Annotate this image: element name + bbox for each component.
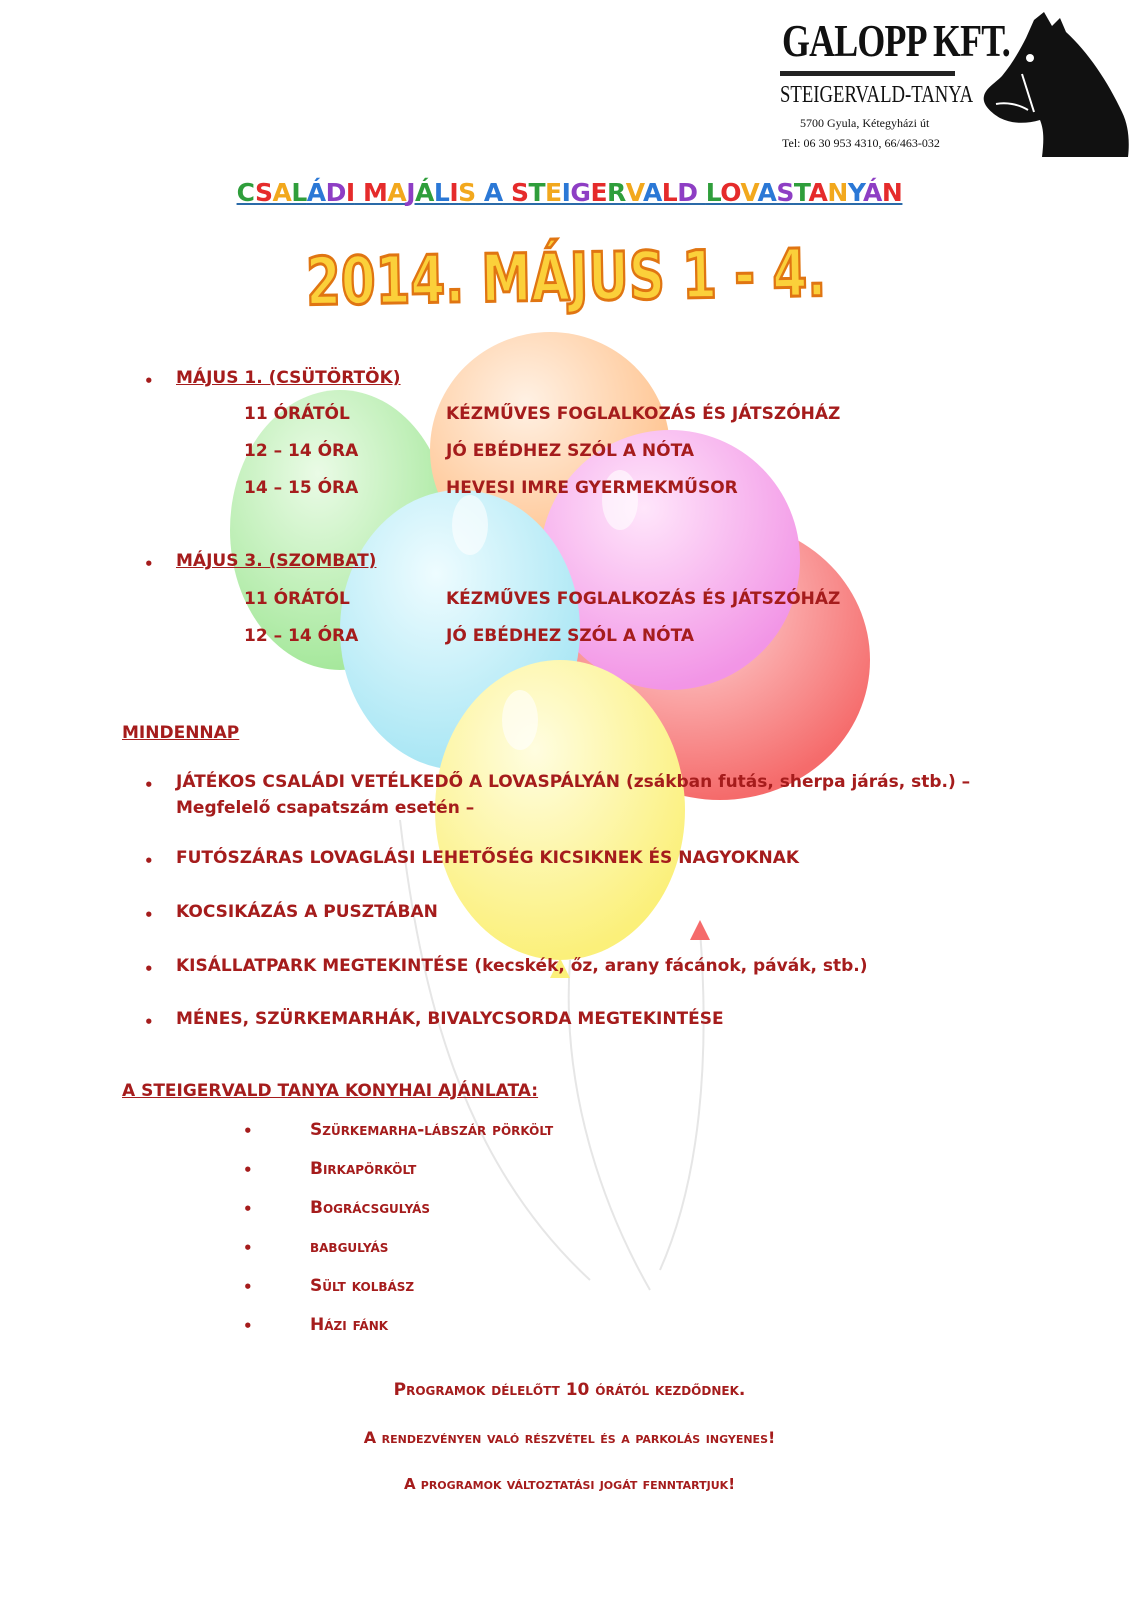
title-letter <box>503 178 511 207</box>
title-letter: I <box>345 178 355 207</box>
logo-subtitle: STEIGERVALD-TANYA <box>780 82 974 108</box>
title-letter: S <box>458 178 476 207</box>
title-letter: Y <box>847 178 864 207</box>
note-rights-reserved: A programok változtatási jogát fenntartjuk! <box>403 1475 736 1493</box>
bullet-icon: • <box>144 906 154 924</box>
title-letter: S <box>254 178 273 207</box>
title-letter: V <box>625 178 643 207</box>
bullet-icon: • <box>243 1122 253 1140</box>
menu-item: Birkapörkölt <box>310 1159 417 1179</box>
title-letter: Á <box>863 178 882 207</box>
schedule-time: 11 ÓRÁTÓL <box>244 589 350 609</box>
menu-item: Házi fánk <box>310 1315 389 1335</box>
event-title <box>0 178 1139 207</box>
horse-head-icon <box>982 12 1132 157</box>
title-letter: M <box>362 178 388 207</box>
title-letter: N <box>881 178 903 207</box>
company-logo-text: GALOPP KFT. <box>782 15 1010 66</box>
kitchen-heading: A STEIGERVALD TANYA KONYHAI AJÁNLATA: <box>122 1081 539 1101</box>
title-letter: L <box>661 178 678 207</box>
daily-item-line2: Megfelelő csapatszám esetén – <box>176 798 475 818</box>
schedule-time: 14 – 15 ÓRA <box>244 478 359 498</box>
schedule-activity: KÉZMŰVES FOGLALKOZÁS ÉS JÁTSZÓHÁZ <box>446 404 841 424</box>
title-letter: A <box>272 178 292 207</box>
bullet-icon: • <box>144 852 154 870</box>
daily-item-main: KISÁLLATPARK MEGTEKINTÉSE <box>176 956 469 976</box>
title-letter: L <box>291 178 307 207</box>
bullet-icon: • <box>243 1200 253 1218</box>
title-letter: Á <box>415 178 434 207</box>
title-letter: O <box>720 178 741 207</box>
bullet-icon: • <box>144 555 154 573</box>
daily-item-main: JÁTÉKOS CSALÁDI VETÉLKEDŐ A LOVASPÁLYÁN <box>176 772 621 792</box>
schedule-activity: KÉZMŰVES FOGLALKOZÁS ÉS JÁTSZÓHÁZ <box>446 589 841 609</box>
daily-item-extra: (zsákban futás, sherpa járás, stb.) – <box>620 772 971 792</box>
daily-item <box>176 772 970 792</box>
event-date-text: 2014. MÁJUS 1 - 4. <box>305 231 995 321</box>
schedule-time: 12 – 14 ÓRA <box>244 626 359 646</box>
menu-item: Szürkemarha-lábszár pörkölt <box>310 1120 554 1140</box>
bullet-icon: • <box>243 1317 253 1335</box>
title-letter: V <box>740 178 758 207</box>
title-letter <box>476 178 484 207</box>
menu-item: Bográcsgulyás <box>310 1198 431 1218</box>
day-1-heading: MÁJUS 1. (CSÜTÖRTÖK) <box>176 368 401 388</box>
title-letter <box>355 178 363 207</box>
event-date <box>300 222 995 322</box>
daily-item: MÉNES, SZÜRKEMARHÁK, BIVALYCSORDA MEGTEKINTÉSE <box>176 1009 724 1029</box>
title-letter: G <box>570 178 591 207</box>
title-letter: I <box>561 178 571 207</box>
menu-item: Sült kolbász <box>310 1276 415 1296</box>
title-letter: R <box>607 178 626 207</box>
daily-item: FUTÓSZÁRAS LOVAGLÁSI LEHETŐSÉG KICSIKNEK ÉS NAGYOKNAK <box>176 848 800 868</box>
title-letter: E <box>590 178 608 207</box>
title-letter: A <box>757 178 777 207</box>
title-letter: A <box>387 178 407 207</box>
daily-item-extra: (kecskék, őz, arany fácánok, pávák, stb.) <box>468 956 868 976</box>
title-letter: A <box>642 178 662 207</box>
logo-phone: Tel: 06 30 953 4310, 66/463-032 <box>782 136 940 150</box>
daily-item <box>176 956 868 976</box>
title-letter: Á <box>306 178 326 207</box>
title-letter: L <box>433 178 450 207</box>
schedule-activity: HEVESI IMRE GYERMEKMŰSOR <box>446 478 738 498</box>
note-free-entry: A rendezvényen való részvétel és a parkolás ingyenes! <box>363 1428 776 1447</box>
title-letter <box>698 178 706 207</box>
title-letter: A <box>808 178 828 207</box>
title-letter: L <box>705 178 721 207</box>
title-letter: T <box>793 178 809 207</box>
title-letter: J <box>406 178 416 207</box>
logo-rule <box>780 71 955 76</box>
title-letter: D <box>325 178 346 207</box>
bullet-icon: • <box>243 1278 253 1296</box>
bullet-icon: • <box>144 776 154 794</box>
title-letter: N <box>827 178 848 207</box>
bullet-icon: • <box>144 1013 154 1031</box>
title-letter: S <box>510 178 529 207</box>
logo-address: 5700 Gyula, Kétegyházi út <box>800 116 930 130</box>
title-letter: C <box>236 178 255 207</box>
schedule-activity: JÓ EBÉDHEZ SZÓL A NÓTA <box>446 626 695 646</box>
bullet-icon: • <box>243 1161 253 1179</box>
daily-heading: MINDENNAP <box>122 723 240 743</box>
day-3-heading: MÁJUS 3. (SZOMBAT) <box>176 551 377 571</box>
schedule-time: 11 ÓRÁTÓL <box>244 404 350 424</box>
bullet-icon: • <box>243 1239 253 1257</box>
title-letter: I <box>449 178 459 207</box>
title-letter: A <box>483 178 503 207</box>
title-letter: E <box>545 178 562 207</box>
schedule-time: 12 – 14 ÓRA <box>244 441 359 461</box>
bullet-icon: • <box>144 960 154 978</box>
title-letter: T <box>528 178 546 207</box>
title-letter: D <box>677 178 698 207</box>
daily-item: KOCSIKÁZÁS A PUSZTÁBAN <box>176 902 438 922</box>
schedule-activity: JÓ EBÉDHEZ SZÓL A NÓTA <box>446 441 695 461</box>
bullet-icon: • <box>144 372 154 390</box>
note-start-time: Programok délelőtt 10 órától kezdődnek. <box>393 1380 746 1400</box>
title-letter: S <box>776 178 794 207</box>
menu-item: babgulyás <box>310 1237 389 1257</box>
